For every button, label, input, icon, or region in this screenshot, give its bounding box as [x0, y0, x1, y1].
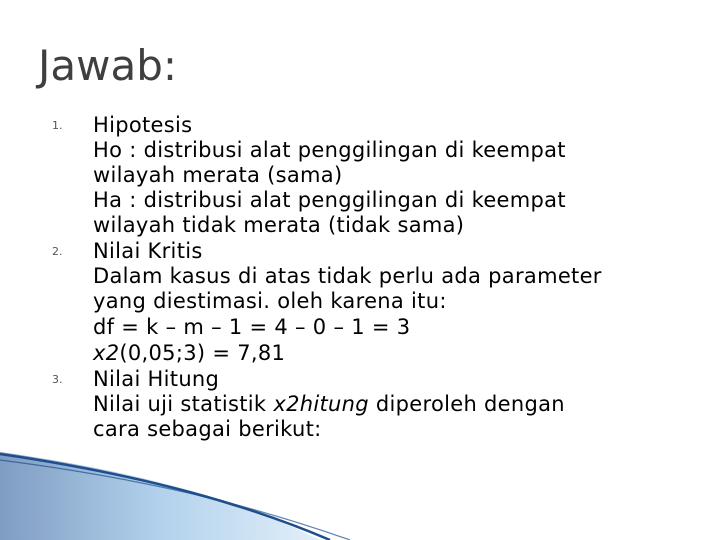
- formula-line: [93, 340, 700, 366]
- text-line: cara sebagai berikut:: [93, 417, 322, 441]
- list-item-nilai-hitung: [40, 366, 700, 442]
- chi-square-hitung-symbol: x2hitung: [273, 392, 369, 416]
- text-line: yang diestimasi. oleh karena itu:: [93, 289, 447, 313]
- formula-value: (0,05;3) = 7,81: [119, 341, 286, 365]
- text-line: wilayah merata (sama): [93, 163, 343, 187]
- decorative-swoosh: [0, 448, 720, 540]
- slide-title: Jawab:: [38, 41, 178, 90]
- chi-square-symbol: x2: [93, 341, 120, 365]
- swoosh-light-band: [0, 452, 320, 540]
- answer-list: [40, 112, 700, 442]
- list-item-nilai-kritis: [40, 238, 700, 366]
- text-line: Dalam kasus di atas tidak perlu ada parameter: [93, 264, 602, 288]
- text-line: wilayah tidak merata (tidak sama): [93, 213, 465, 237]
- list-item-hipotesis: [40, 112, 700, 238]
- text-line: Ho : distribusi alat penggilingan di keempat: [93, 138, 566, 162]
- list-number: 1.: [52, 119, 63, 132]
- item-heading: Nilai Kritis: [93, 239, 203, 263]
- item-heading: Nilai Hitung: [93, 367, 220, 391]
- formula-line: df = k – m – 1 = 4 – 0 – 1 = 3: [93, 315, 411, 339]
- list-number: 3.: [52, 373, 63, 386]
- text-line: Nilai uji statistik x2hitung diperoleh dengan: [93, 392, 565, 416]
- item-heading: Hipotesis: [93, 113, 193, 137]
- text-line: Ha : distribusi alat penggilingan di keempat: [93, 188, 566, 212]
- list-number: 2.: [52, 245, 63, 258]
